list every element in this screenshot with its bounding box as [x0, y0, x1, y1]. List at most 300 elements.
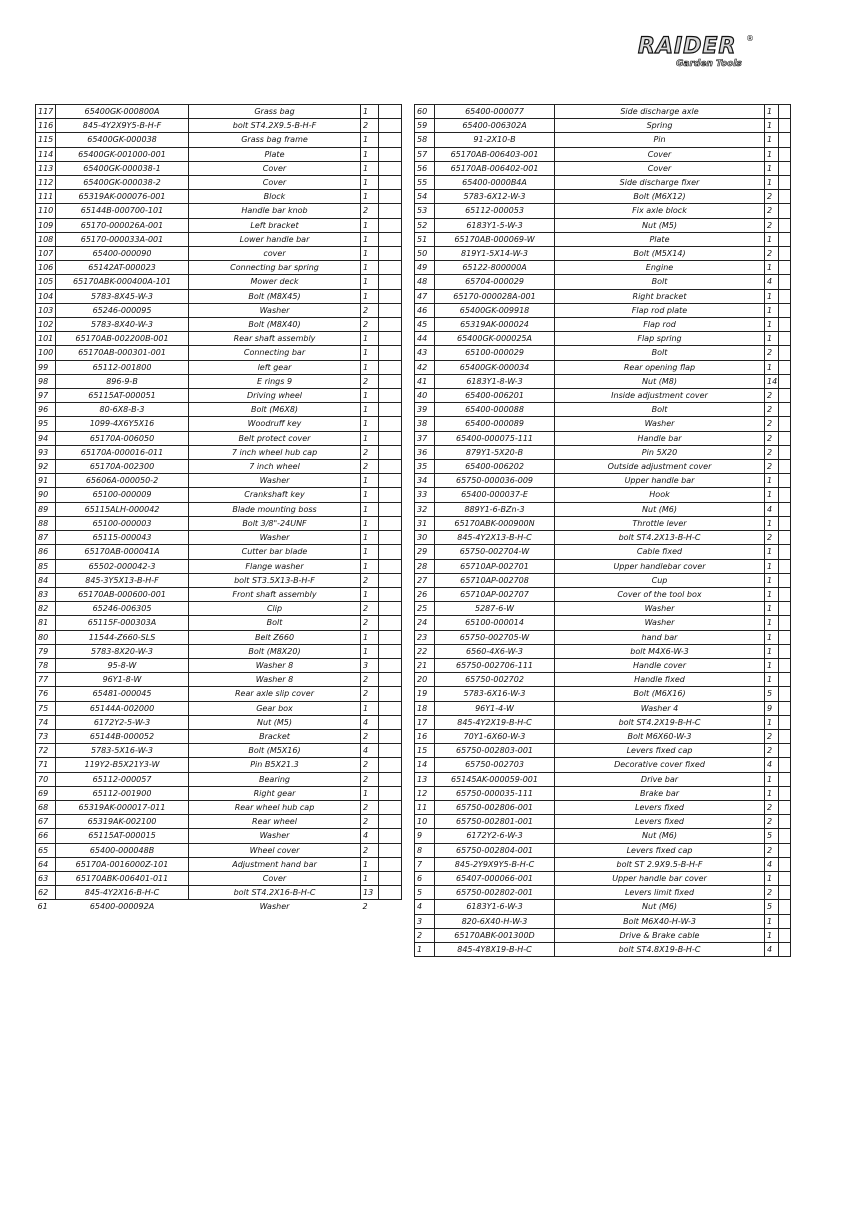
blank-cell — [779, 658, 791, 672]
part-name-cell: Cup — [555, 573, 765, 587]
table-row — [415, 474, 791, 488]
part-code-cell: 65750-002704-W — [435, 545, 555, 559]
part-code-cell: 65750-002702 — [435, 673, 555, 687]
part-qty-cell: 2 — [361, 460, 379, 474]
table-row — [415, 289, 791, 303]
part-qty-cell: 2 — [361, 573, 379, 587]
blank-cell — [779, 516, 791, 530]
blank-cell — [779, 332, 791, 346]
part-code-cell: 5783-8X45-W-3 — [56, 289, 189, 303]
part-qty-cell: 2 — [765, 800, 779, 814]
blank-cell — [779, 630, 791, 644]
blank-cell — [379, 573, 402, 587]
part-code-cell: 65400GK-000800A — [56, 105, 189, 119]
part-qty-cell: 2 — [765, 403, 779, 417]
part-qty-cell: 1 — [765, 332, 779, 346]
part-qty-cell: 1 — [765, 715, 779, 729]
part-qty-cell: 1 — [765, 573, 779, 587]
part-number-cell: 37 — [415, 431, 435, 445]
part-name-cell: Washer — [189, 829, 361, 843]
table-row — [415, 318, 791, 332]
table-row — [415, 900, 791, 914]
blank-cell — [779, 247, 791, 261]
part-qty-cell: 2 — [361, 843, 379, 857]
part-qty-cell: 2 — [361, 374, 379, 388]
part-code-cell: 65100-000014 — [435, 616, 555, 630]
part-name-cell: Mower deck — [189, 275, 361, 289]
part-number-cell: 31 — [415, 516, 435, 530]
table-row — [36, 474, 402, 488]
part-name-cell: Right gear — [189, 786, 361, 800]
part-number-cell: 45 — [415, 318, 435, 332]
part-number-cell: 102 — [36, 318, 56, 332]
table-row — [36, 147, 402, 161]
part-name-cell: Levers fixed — [555, 800, 765, 814]
part-qty-cell: 2 — [361, 602, 379, 616]
part-qty-cell: 1 — [765, 871, 779, 885]
part-code-cell: 5783-6X12-W-3 — [435, 190, 555, 204]
part-qty-cell: 1 — [361, 346, 379, 360]
part-name-cell: Upper handle bar — [555, 474, 765, 488]
part-number-cell: 111 — [36, 190, 56, 204]
blank-cell — [379, 460, 402, 474]
part-name-cell: Nut (M8) — [555, 374, 765, 388]
table-row — [36, 800, 402, 814]
blank-cell — [779, 445, 791, 459]
part-qty-cell: 1 — [361, 403, 379, 417]
part-number-cell: 16 — [415, 729, 435, 743]
part-name-cell: Levers fixed cap — [555, 843, 765, 857]
table-row — [36, 815, 402, 829]
blank-cell — [779, 616, 791, 630]
part-number-cell: 61 — [37, 902, 48, 912]
part-qty-cell: 4 — [765, 857, 779, 871]
part-qty-cell: 2 — [361, 303, 379, 317]
part-name-cell: Cover — [189, 161, 361, 175]
part-code-cell: 96Y1-8-W — [56, 673, 189, 687]
part-qty-cell: 1 — [361, 587, 379, 601]
blank-cell — [779, 602, 791, 616]
part-code-cell: 65144B-000052 — [56, 729, 189, 743]
part-code-cell: 65122-800000A — [435, 261, 555, 275]
part-number-cell: 15 — [415, 744, 435, 758]
part-qty-cell: 2 — [765, 389, 779, 403]
part-code-cell: 845-4Y2X9Y5-B-H-F — [56, 119, 189, 133]
part-code-cell: 65400GK-000038 — [56, 133, 189, 147]
part-qty-cell: 1 — [361, 857, 379, 871]
part-qty-cell: 1 — [765, 289, 779, 303]
part-name-cell: Cutter bar blade — [189, 545, 361, 559]
part-qty-cell: 1 — [361, 360, 379, 374]
table-row — [36, 332, 402, 346]
part-number-cell: 9 — [415, 829, 435, 843]
part-code-cell: 65710AP-002701 — [435, 559, 555, 573]
part-name-cell: Cable fixed — [555, 545, 765, 559]
part-code-cell: 845-4Y2X16-B-H-C — [56, 886, 189, 900]
part-code-cell: 65750-002806-001 — [435, 800, 555, 814]
part-number-cell: 62 — [36, 886, 56, 900]
part-qty-cell: 2 — [361, 772, 379, 786]
table-row — [36, 232, 402, 246]
part-name-cell: Washer — [555, 602, 765, 616]
part-qty-cell: 2 — [765, 445, 779, 459]
blank-cell — [779, 289, 791, 303]
table-row — [415, 829, 791, 843]
blank-cell — [379, 673, 402, 687]
part-number-cell: 25 — [415, 602, 435, 616]
blank-cell — [779, 942, 791, 956]
part-code-cell: 65319AK-000017-011 — [56, 800, 189, 814]
part-qty-cell: 1 — [765, 772, 779, 786]
part-code-cell: 70Y1-6X60-W-3 — [435, 729, 555, 743]
part-number-cell: 39 — [415, 403, 435, 417]
part-name-cell: Nut (M6) — [555, 829, 765, 843]
part-qty-cell: 1 — [765, 147, 779, 161]
blank-cell — [379, 445, 402, 459]
part-name-cell: Washer 8 — [189, 673, 361, 687]
part-number-cell: 108 — [36, 232, 56, 246]
part-code-cell: 1099-4X6Y5X16 — [56, 417, 189, 431]
part-number-cell: 68 — [36, 800, 56, 814]
part-number-cell: 11 — [415, 800, 435, 814]
table-row — [415, 857, 791, 871]
table-row — [415, 417, 791, 431]
part-code-cell: 845-3Y5X13-B-H-F — [56, 573, 189, 587]
part-number-cell: 85 — [36, 559, 56, 573]
parts-table-left — [35, 104, 402, 914]
table-row — [415, 389, 791, 403]
part-name-cell: cover — [189, 247, 361, 261]
table-row — [415, 616, 791, 630]
part-qty-cell: 1 — [361, 218, 379, 232]
brand-tagline: Garden Tools — [676, 59, 742, 69]
part-qty-cell: 2 — [765, 417, 779, 431]
table-row — [36, 829, 402, 843]
table-row — [36, 190, 402, 204]
part-code-cell: 65144A-002000 — [56, 701, 189, 715]
part-number-cell: 83 — [36, 587, 56, 601]
part-name-cell: Bolt — [189, 616, 361, 630]
part-code-cell: 65170-000026A-001 — [56, 218, 189, 232]
part-name-cell: Fix axle block — [555, 204, 765, 218]
table-row — [415, 147, 791, 161]
part-number-cell: 97 — [36, 389, 56, 403]
part-name-cell: Plate — [189, 147, 361, 161]
part-number-cell: 91 — [36, 474, 56, 488]
part-number-cell: 63 — [36, 871, 56, 885]
part-number-cell: 23 — [415, 630, 435, 644]
part-number-cell: 17 — [415, 715, 435, 729]
part-name-cell: Washer — [555, 616, 765, 630]
part-name-cell: Bolt — [555, 346, 765, 360]
part-code-cell: 65750-002801-001 — [435, 815, 555, 829]
blank-cell — [379, 744, 402, 758]
part-name-cell: E rings 9 — [189, 374, 361, 388]
part-name-cell: Pin — [555, 133, 765, 147]
table-row — [415, 516, 791, 530]
table-row — [415, 232, 791, 246]
part-name-cell: Bolt — [555, 403, 765, 417]
blank-cell — [379, 275, 402, 289]
part-qty-cell: 1 — [765, 232, 779, 246]
blank-cell — [779, 460, 791, 474]
part-number-cell: 99 — [36, 360, 56, 374]
blank-cell — [779, 914, 791, 928]
blank-cell — [379, 900, 402, 914]
part-number-cell: 3 — [415, 914, 435, 928]
table-row — [36, 630, 402, 644]
part-qty-cell: 4 — [361, 715, 379, 729]
table-row — [415, 687, 791, 701]
part-code-cell: 889Y1-6-BZn-3 — [435, 502, 555, 516]
part-name-cell: Nut (M6) — [555, 502, 765, 516]
blank-cell — [779, 474, 791, 488]
table-row — [36, 261, 402, 275]
table-row — [36, 176, 402, 190]
brand-name: RAIDER — [638, 34, 737, 59]
part-code-cell: 65319AK-000076-001 — [56, 190, 189, 204]
brand-logo — [638, 34, 756, 74]
part-code-cell: 65750-002802-001 — [435, 886, 555, 900]
part-number-cell: 57 — [415, 147, 435, 161]
part-number-cell: 87 — [36, 531, 56, 545]
table-row — [415, 133, 791, 147]
blank-cell — [379, 701, 402, 715]
part-name-cell: Drive bar — [555, 772, 765, 786]
blank-cell — [779, 758, 791, 772]
part-qty-cell: 1 — [765, 318, 779, 332]
part-name-cell: Bolt (M5X14) — [555, 247, 765, 261]
blank-cell — [779, 161, 791, 175]
part-code-cell: 5783-6X16-W-3 — [435, 687, 555, 701]
part-qty-cell: 1 — [765, 119, 779, 133]
part-name-cell: Rear axle slip cover — [189, 687, 361, 701]
part-number-cell: 46 — [415, 303, 435, 317]
part-name-cell: Cover — [555, 147, 765, 161]
part-qty-cell: 4 — [361, 744, 379, 758]
table-row — [36, 857, 402, 871]
part-number-cell: 90 — [36, 488, 56, 502]
part-number-cell: 67 — [36, 815, 56, 829]
part-code-cell: 6183Y1-6-W-3 — [435, 900, 555, 914]
part-number-cell: 2 — [415, 928, 435, 942]
table-row — [415, 758, 791, 772]
part-qty-cell: 1 — [765, 658, 779, 672]
part-name-cell: hand bar — [555, 630, 765, 644]
part-code-cell: 65750-000036-009 — [435, 474, 555, 488]
part-name-cell: Bolt (M6X16) — [555, 687, 765, 701]
table-row — [36, 701, 402, 715]
part-qty-cell: 2 — [361, 318, 379, 332]
blank-cell — [379, 815, 402, 829]
part-code-cell: 65100-000029 — [435, 346, 555, 360]
part-qty-cell: 1 — [361, 289, 379, 303]
part-number-cell: 1 — [415, 942, 435, 956]
part-name-cell: Blade mounting boss — [189, 502, 361, 516]
part-qty-cell: 1 — [361, 417, 379, 431]
table-row — [36, 616, 402, 630]
part-code-cell: 65142AT-000023 — [56, 261, 189, 275]
blank-cell — [379, 516, 402, 530]
part-name-cell: Handle bar — [555, 431, 765, 445]
part-qty-cell: 1 — [361, 275, 379, 289]
part-qty-cell: 2 — [765, 460, 779, 474]
blank-cell — [379, 886, 402, 900]
part-number-cell: 80 — [36, 630, 56, 644]
part-number-cell: 101 — [36, 332, 56, 346]
blank-cell — [779, 729, 791, 743]
part-number-cell: 76 — [36, 687, 56, 701]
table-row — [415, 445, 791, 459]
part-qty-cell: 1 — [765, 587, 779, 601]
part-qty-cell: 1 — [765, 914, 779, 928]
part-code-cell: 65400GK-000034 — [435, 360, 555, 374]
blank-cell — [779, 687, 791, 701]
part-number-cell: 60 — [415, 105, 435, 119]
part-code-cell: 65400-000089 — [435, 417, 555, 431]
blank-cell — [379, 204, 402, 218]
part-code-cell: 845-2Y9X9Y5-B-H-C — [435, 857, 555, 871]
table-row — [36, 275, 402, 289]
part-number-cell: 19 — [415, 687, 435, 701]
table-row — [36, 715, 402, 729]
blank-cell — [379, 119, 402, 133]
table-row — [36, 871, 402, 885]
part-code-cell: 65400-000090 — [56, 247, 189, 261]
blank-cell — [779, 573, 791, 587]
part-number-cell: 50 — [415, 247, 435, 261]
part-number-cell: 100 — [36, 346, 56, 360]
part-code-cell: 65170ABK-000400A-101 — [56, 275, 189, 289]
part-code-cell: 65400-000092A — [89, 902, 155, 912]
part-code-cell: 65170ABK-001300D — [435, 928, 555, 942]
part-name-cell: bolt ST3.5X13-B-H-F — [189, 573, 361, 587]
part-name-cell: Cover — [189, 871, 361, 885]
part-qty-cell: 1 — [361, 147, 379, 161]
part-code-cell: 5287-6-W — [435, 602, 555, 616]
part-number-cell: 26 — [415, 587, 435, 601]
part-name-cell: bolt ST4.2X19-B-H-C — [555, 715, 765, 729]
part-name-cell: Grass bag — [189, 105, 361, 119]
part-code-cell: 65400GK-009918 — [435, 303, 555, 317]
part-name-cell: Washer — [189, 303, 361, 317]
part-name-cell: Inside adjustment cover — [555, 389, 765, 403]
part-qty-cell: 2 — [361, 815, 379, 829]
part-code-cell: 65400GK-000038-2 — [56, 176, 189, 190]
part-code-cell: 65400-0000B4A — [435, 176, 555, 190]
part-number-cell: 98 — [36, 374, 56, 388]
part-qty-cell: 1 — [361, 161, 379, 175]
part-number-cell: 14 — [415, 758, 435, 772]
part-number-cell: 81 — [36, 616, 56, 630]
part-number-cell: 22 — [415, 644, 435, 658]
part-code-cell: 65170AB-006403-001 — [435, 147, 555, 161]
part-qty-cell: 2 — [765, 431, 779, 445]
table-row — [36, 687, 402, 701]
blank-cell — [379, 218, 402, 232]
part-qty-cell: 2 — [765, 815, 779, 829]
part-name-cell: Nut (M5) — [189, 715, 361, 729]
part-name-cell: Bolt 3/8"-24UNF — [189, 516, 361, 530]
blank-cell — [779, 318, 791, 332]
table-row — [415, 403, 791, 417]
part-number-cell: 49 — [415, 261, 435, 275]
part-code-cell: 65750-002705-W — [435, 630, 555, 644]
part-name-cell: Handle fixed — [555, 673, 765, 687]
part-name-cell: Belt protect cover — [189, 431, 361, 445]
part-number-cell: 74 — [36, 715, 56, 729]
blank-cell — [779, 389, 791, 403]
table-row — [415, 488, 791, 502]
table-row — [36, 417, 402, 431]
table-row — [415, 587, 791, 601]
part-name-cell: Bolt (M6X12) — [555, 190, 765, 204]
table-row — [415, 275, 791, 289]
table-row — [36, 545, 402, 559]
part-name-cell: Bolt (M8X45) — [189, 289, 361, 303]
part-number-cell: 89 — [36, 502, 56, 516]
table-row — [415, 942, 791, 956]
part-qty-cell: 1 — [361, 332, 379, 346]
blank-cell — [779, 488, 791, 502]
part-name-cell: Upper handlebar cover — [555, 559, 765, 573]
part-code-cell: 65400-000088 — [435, 403, 555, 417]
part-name-cell: Levers fixed — [555, 815, 765, 829]
table-row — [36, 460, 402, 474]
part-qty-cell: 2 — [765, 531, 779, 545]
part-name-cell: Bracket — [189, 729, 361, 743]
table-row — [36, 289, 402, 303]
blank-cell — [779, 843, 791, 857]
blank-cell — [379, 346, 402, 360]
part-name-cell: Bolt (M6X8) — [189, 403, 361, 417]
blank-cell — [779, 744, 791, 758]
part-number-cell: 20 — [415, 673, 435, 687]
part-number-cell: 7 — [415, 857, 435, 871]
blank-cell — [779, 829, 791, 843]
part-code-cell: 6560-4X6-W-3 — [435, 644, 555, 658]
blank-cell — [779, 360, 791, 374]
part-code-cell: 65112-000053 — [435, 204, 555, 218]
blank-cell — [779, 886, 791, 900]
table-row — [36, 729, 402, 743]
part-number-cell: 107 — [36, 247, 56, 261]
table-row — [36, 403, 402, 417]
part-number-cell: 18 — [415, 701, 435, 715]
table-row — [415, 602, 791, 616]
part-code-cell: 65606A-000050-2 — [56, 474, 189, 488]
blank-cell — [379, 658, 402, 672]
blank-cell — [779, 502, 791, 516]
part-code-cell: 5783-5X16-W-3 — [56, 744, 189, 758]
blank-cell — [379, 105, 402, 119]
table-row — [415, 460, 791, 474]
part-name-cell: 7 inch wheel — [189, 460, 361, 474]
part-code-cell: 65710AP-002707 — [435, 587, 555, 601]
part-code-cell: 65400-006201 — [435, 389, 555, 403]
part-name-cell: Pin 5X20 — [555, 445, 765, 459]
part-number-cell: 77 — [36, 673, 56, 687]
part-name-cell: Bolt M6X60-W-3 — [555, 729, 765, 743]
part-code-cell: 65400GK-000025A — [435, 332, 555, 346]
part-qty-cell: 2 — [362, 902, 368, 912]
part-name-cell: 7 inch wheel hub cap — [189, 445, 361, 459]
table-row — [415, 744, 791, 758]
part-qty-cell: 1 — [765, 474, 779, 488]
table-row — [36, 531, 402, 545]
blank-cell — [379, 332, 402, 346]
part-number-cell: 21 — [415, 658, 435, 672]
